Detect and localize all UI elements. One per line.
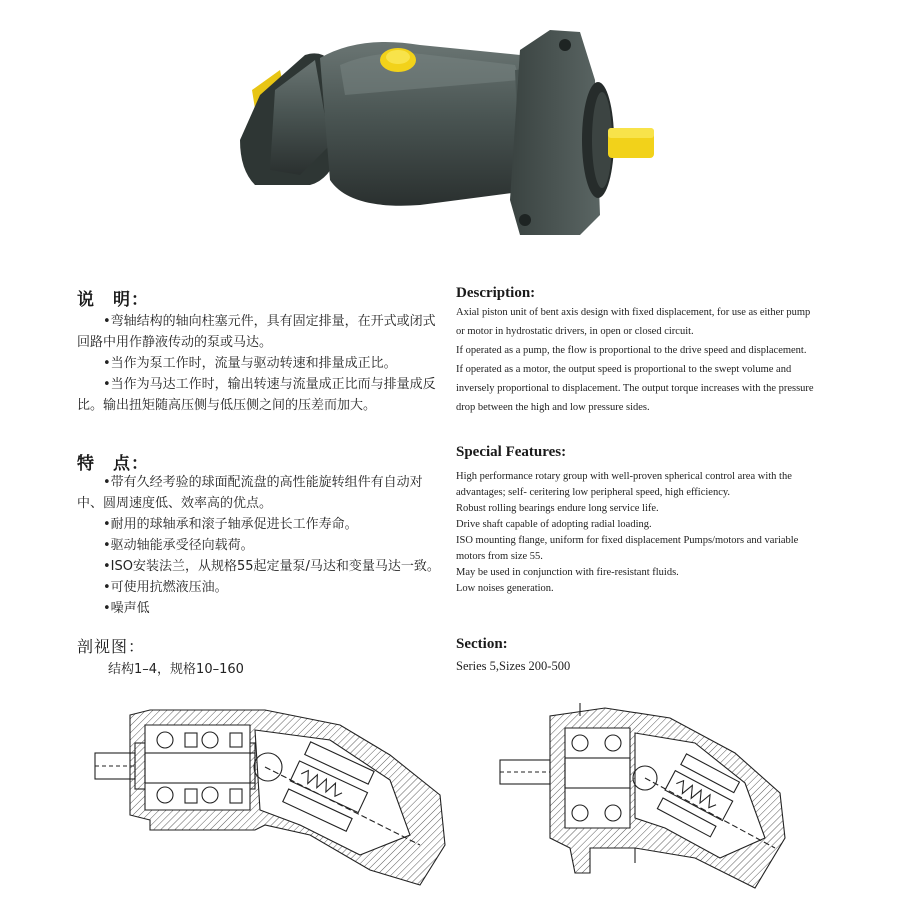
features-en-line: motors from size 55. (456, 551, 543, 562)
description-en-body (456, 303, 836, 417)
description-en-line: If operated as a pump, the flow is proportional to the drive speed and displacement. (456, 345, 807, 356)
description-cn-body (77, 311, 442, 416)
features-en-line: ISO mounting flange, uniform for fixed displacement Pumps/motors and variable (456, 535, 799, 546)
features-cn-item: •带有久经考验的球面配流盘的高性能旋转组件有自动对中、圆周速度低、效率高的优点。 (77, 475, 423, 511)
section-en-subtitle: Series 5,Sizes 200-500 (456, 659, 571, 673)
features-cn-item: •可使用抗燃液压油。 (103, 580, 228, 595)
description-cn-paragraph: •弯轴结构的轴向柱塞元件，具有固定排量，在开式或闭式回路中用作静液传动的泵或马达。 (77, 314, 436, 350)
features-en-line: High performance rotary group with well-proven spherical control area with the (456, 471, 792, 482)
features-en-body (456, 469, 836, 597)
features-cn-item: •ISO安装法兰，从规格55起定量泵/马达和变量马达一致。 (103, 559, 440, 574)
description-en-line: drop between the high and low pressure sides. (456, 402, 650, 413)
description-en-line: Axial piston unit of bent axis design with fixed displacement, for use as either pump (456, 307, 811, 318)
features-cn-item: •耐用的球轴承和滚子轴承促进长工作寿命。 (103, 517, 358, 532)
section-en-heading: Section: (456, 636, 508, 652)
pump-photo (220, 20, 670, 255)
section-drawing-small (90, 695, 450, 895)
features-en-line: Drive shaft capable of adopting radial loading. (456, 519, 652, 530)
description-en-line: If operated as a motor, the output speed is proportional to the swept volume and (456, 364, 792, 375)
description-en-line: inversely proportional to displacement. The output torque increases with the pressure (456, 383, 814, 394)
features-cn-item: •驱动轴能承受径向载荷。 (103, 538, 254, 553)
features-en-line: Low noises generation. (456, 583, 554, 594)
features-cn-heading: 特 点： (77, 454, 149, 474)
features-cn-body (77, 472, 442, 619)
features-en-line: May be used in conjunction with fire-resistant fluids. (456, 567, 679, 578)
description-cn-heading: 说 明： (77, 290, 149, 310)
description-en-line: or motor in hydrostatic drivers, in open or closed circuit. (456, 326, 694, 337)
features-en-line: Robust rolling bearings endure long service life. (456, 503, 659, 514)
features-cn-item: •噪声低 (103, 601, 150, 616)
section-cn-subtitle: 结构1–4，规格10–160 (108, 662, 244, 677)
section-drawing-large (495, 698, 805, 893)
features-en-line: advantages; self- ceritering low peripheral speed, high efficiency. (456, 487, 731, 498)
description-cn-paragraph: •当作为泵工作时，流量与驱动转速和排量成正比。 (103, 356, 397, 371)
features-en-heading: Special Features: (456, 444, 567, 460)
description-en-heading: Description: (456, 285, 536, 301)
section-cn-heading: 剖视图： (77, 637, 146, 656)
description-cn-paragraph: •当作为马达工作时，输出转速与流量成正比而与排量成反比。输出扭矩随高压侧与低压侧之间的压差而加大。 (77, 377, 436, 413)
